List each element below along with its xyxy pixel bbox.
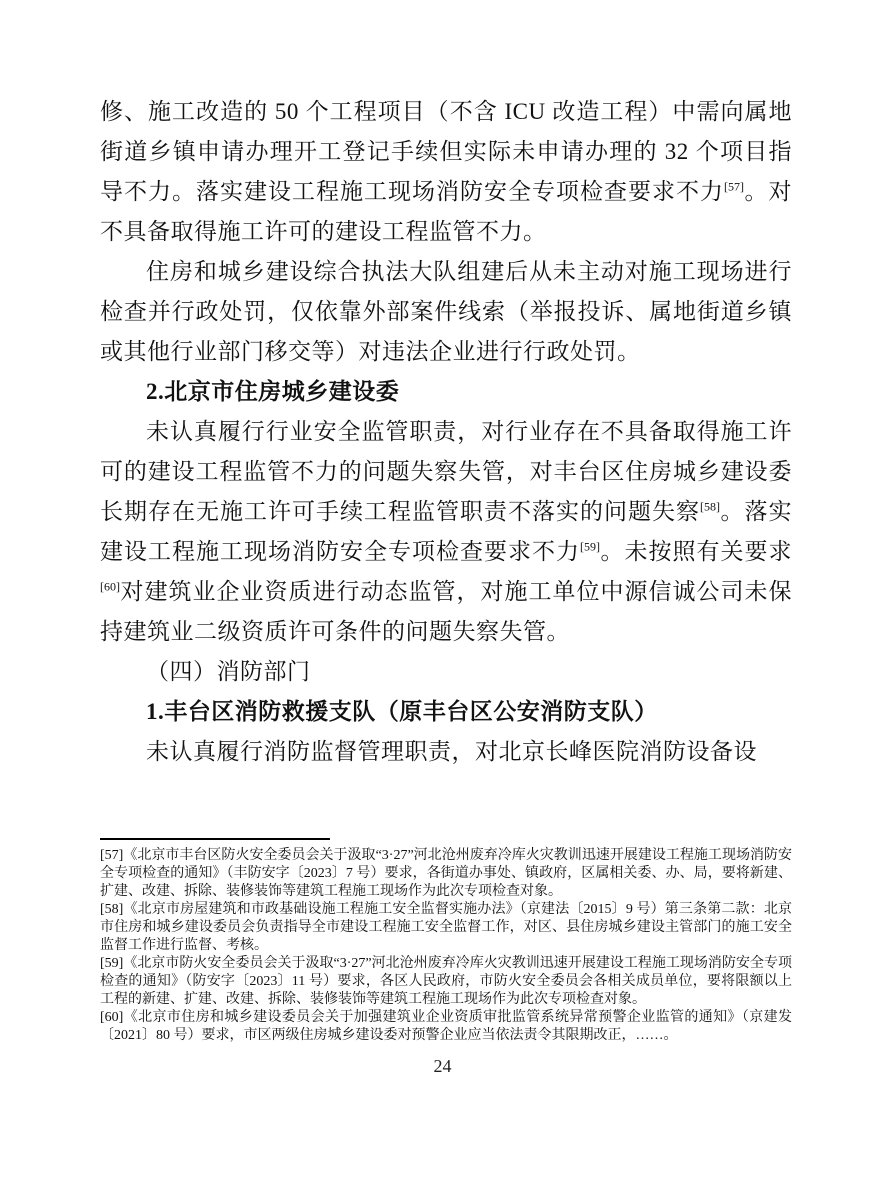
body-text: 。落实建设工程施工现场消防安全专项检查要求不力 [100, 499, 792, 564]
body-text: 对建筑业企业资质进行动态监管，对施工单位中源信诚公司未保持建筑业二级资质许可条件的问题失察失管。 [100, 579, 792, 644]
footnote [100, 1009, 792, 1045]
footnote-divider [100, 838, 330, 840]
footnote-marker: [60] [100, 1010, 124, 1025]
page-number: 24 [433, 1056, 452, 1076]
body-text: 未认真履行行业安全监管职责，对行业存在不具备取得施工许可的建设工程监管不力的问题失察失管，对丰台区住房城乡建设委长期存在无施工许可手续工程监管职责不落实的问题失察 [100, 419, 792, 524]
footnote [100, 955, 792, 1009]
footnote [100, 901, 792, 955]
footnote-text: 《北京市房屋建筑和市政基础设施工程施工安全监督实施办法》（京建法〔2015〕9 号）第三条第二款：北京市住房和城乡建设委员会负责指导全市建设工程施工安全监督工作，对区、县住房城乡建设主管部门的施工安全监督工作进行监督、考核。 [100, 902, 792, 953]
paragraph [100, 732, 792, 772]
footnote-ref-58: [58] [700, 499, 720, 514]
body-text: 修、施工改造的 50 个工程项目（不含 ICU 改造工程）中需向属地街道乡镇申请办理开工登记手续但实际未申请办理的 32 个项目指导不力。落实建设工程施工现场消防安全专项检查要求不力 [100, 99, 792, 204]
footnote-ref-57: [57] [724, 179, 744, 194]
subsection-heading-1: 1.丰台区消防救援支队（原丰台区公安消防支队） [146, 699, 658, 724]
section-heading-4: （四）消防部门 [146, 659, 311, 684]
footnote-text: 《北京市防火安全委员会关于汲取“3·27”河北沧州废弃冷库火灾教训迅速开展建设工程施工现场消防安全专项检查的通知》（防安字〔2023〕11 号）要求，各区人民政府，市防火安全委员会各相关成员单位，要将限额以上工程的新建、扩建、改建、拆除、装修装饰等建筑工程施工现场作为此次专项检查对象。 [100, 956, 792, 1007]
footnote-ref-59: [59] [580, 539, 600, 554]
footnote-ref-60: [60] [100, 579, 120, 594]
paragraph [100, 252, 792, 372]
footnote [100, 847, 792, 901]
body-text: 住房和城乡建设综合执法大队组建后从未主动对施工现场进行检查并行政处罚，仅依靠外部案件线索（举报投诉、属地街道乡镇或其他行业部门移交等）对违法企业进行行政处罚。 [100, 259, 792, 364]
body-text: 。对不具备取得施工许可的建设工程监管不力。 [100, 179, 792, 244]
footnote-marker: [59] [100, 956, 124, 971]
footnote-text: 《北京市丰台区防火安全委员会关于汲取“3·27”河北沧州废弃冷库火灾教训迅速开展建设工程施工现场消防安全专项检查的通知》（丰防安字〔2023〕7 号）要求，各街道办事处、镇政府，区属相关委、办、局，要将新建、扩建、改建、拆除、装修装饰等建筑工程施工现场作为此次专项检查对象。 [100, 848, 792, 899]
body-text: 。未按照有关要求 [600, 539, 792, 564]
body-text: 未认真履行消防监督管理职责，对北京长峰医院消防设备设 [146, 739, 757, 764]
footnote-marker: [58] [100, 902, 124, 917]
footnotes-section [100, 838, 792, 1045]
paragraph-continuation [100, 92, 792, 252]
paragraph [100, 412, 792, 652]
footnote-text: 《北京市住房和城乡建设委员会关于加强建筑业企业资质审批监管系统异常预警企业监管的通知》（京建发〔2021〕80 号）要求，市区两级住房城乡建设委对预警企业应当依法责令其限期改正，……。 [100, 1010, 792, 1043]
footnote-marker: [57] [100, 848, 124, 863]
section-heading-2: 2.北京市住房城乡建设委 [146, 379, 400, 404]
document-body [100, 92, 792, 772]
